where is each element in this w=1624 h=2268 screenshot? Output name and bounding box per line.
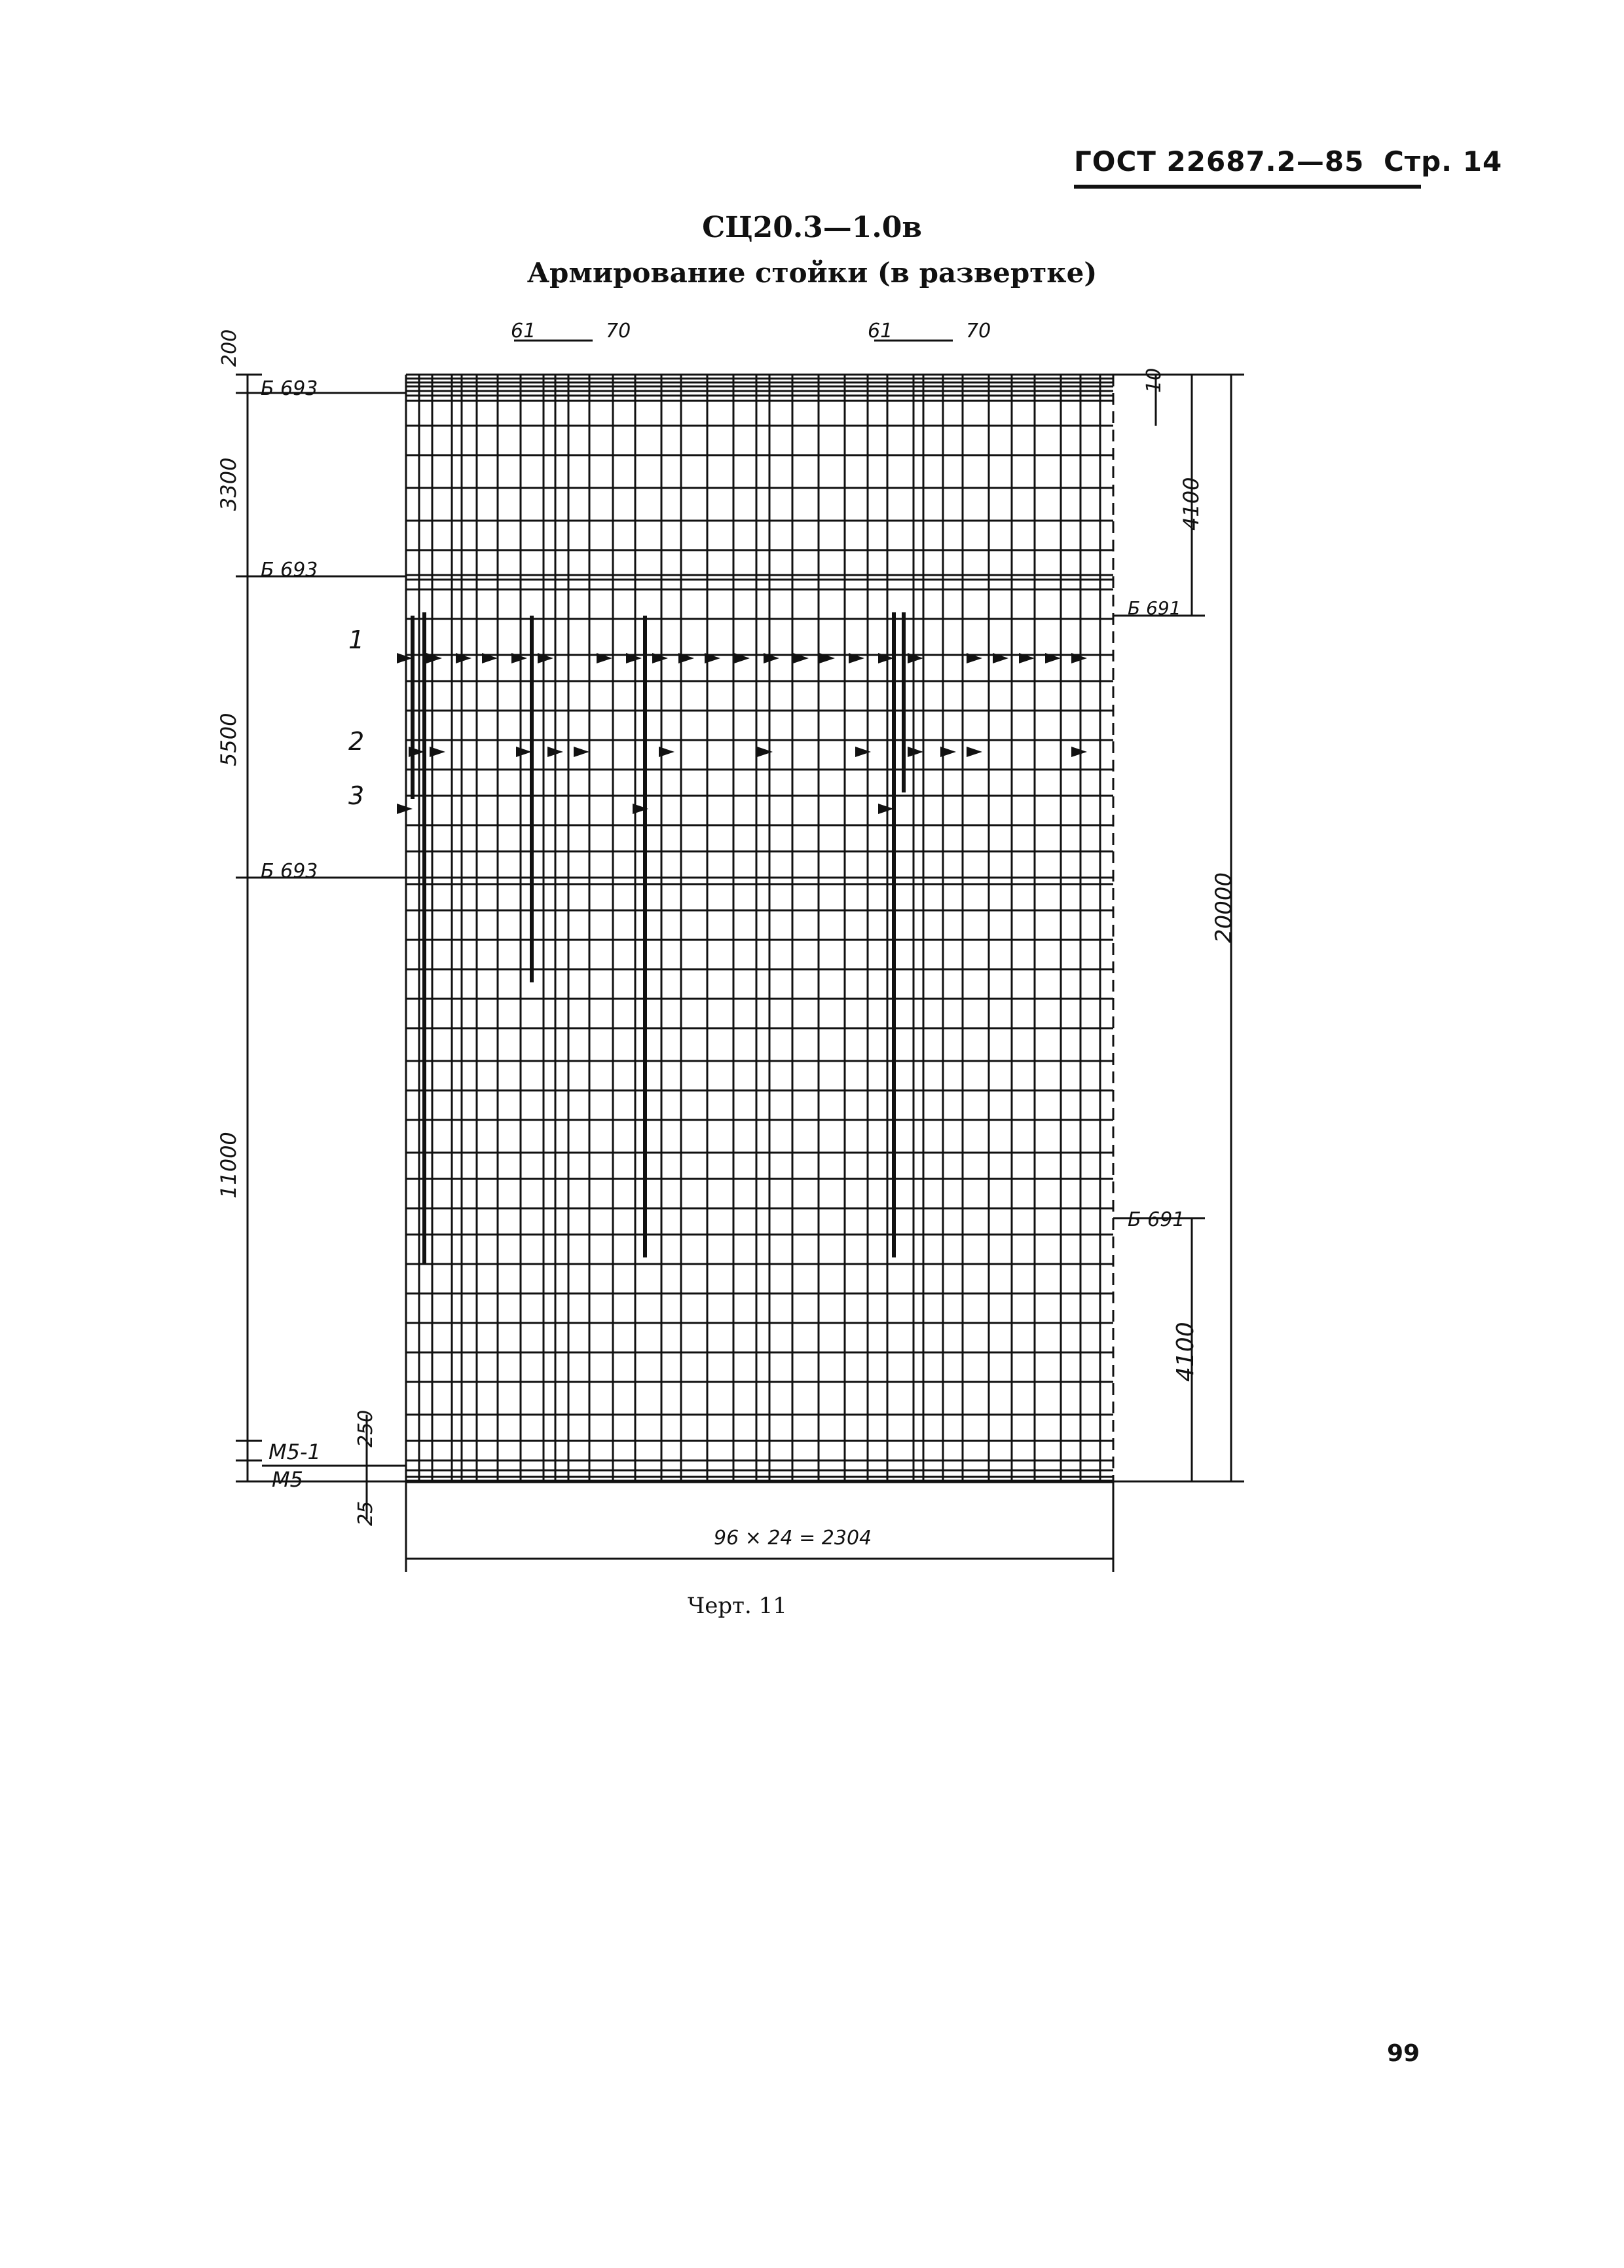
left-dim-5500: 5500 [216,713,241,766]
left-dim-200: 200 [218,329,241,367]
right-dim-4100-top: 4100 [1179,477,1204,530]
position-3: 3 [348,781,365,810]
reinforcement-grid [406,375,1113,1481]
left-dim-25: 25 [354,1500,377,1526]
arrow-position-2-head [409,747,424,757]
label-b693-1: Б 693 [261,377,318,400]
bottom-dim-total: 96 × 24 = 2304 [714,1527,872,1550]
arrow-row-2-head [430,747,445,757]
arrow-row-2-head [908,747,923,757]
drawing-subtitle: Армирование стойки (в развертке) [526,257,1098,289]
top-dim-61-b: 61 [868,320,893,343]
top-dim-70-b: 70 [966,320,991,343]
top-dim-61-a: 61 [511,320,536,343]
page-label: Стр. 14 [1383,145,1503,177]
arrow-row-2-head [516,747,532,757]
label-b693-2: Б 693 [261,559,318,582]
arrow-row-2-head [1071,747,1087,757]
right-dim-4100-bottom: 4100 [1172,1322,1199,1382]
position-2: 2 [348,727,365,756]
arrow-row-3-head [878,804,894,814]
top-dim-70-a: 70 [606,320,631,343]
label-m5-1: М5-1 [268,1440,321,1464]
label-b691-2: Б 691 [1128,1208,1185,1231]
left-dim-11000: 11000 [216,1132,241,1199]
left-dim-250: 250 [354,1409,377,1447]
left-dim-3300: 3300 [216,457,241,511]
drawing-mark: СЦ20.3—1.0в [702,211,922,244]
dimension-lines [236,341,1244,1572]
arrow-row-2-head [967,747,982,757]
arrow-position-3-head [397,804,413,814]
page-number: 99 [1387,2040,1420,2067]
document-code: ГОСТ 22687.2—85 [1074,145,1365,177]
right-dim-20000: 20000 [1211,872,1237,943]
label-b691-1: Б 691 [1128,597,1181,619]
label-m5: М5 [272,1467,303,1492]
arrow-row-2-head [574,747,589,757]
position-1: 1 [348,625,365,654]
arrow-row-2-head [940,747,956,757]
right-dim-10: 10 [1143,367,1166,393]
figure-caption: Черт. 11 [688,1593,787,1619]
label-b693-3: Б 693 [261,860,318,883]
arrow-row-2-head [659,747,674,757]
